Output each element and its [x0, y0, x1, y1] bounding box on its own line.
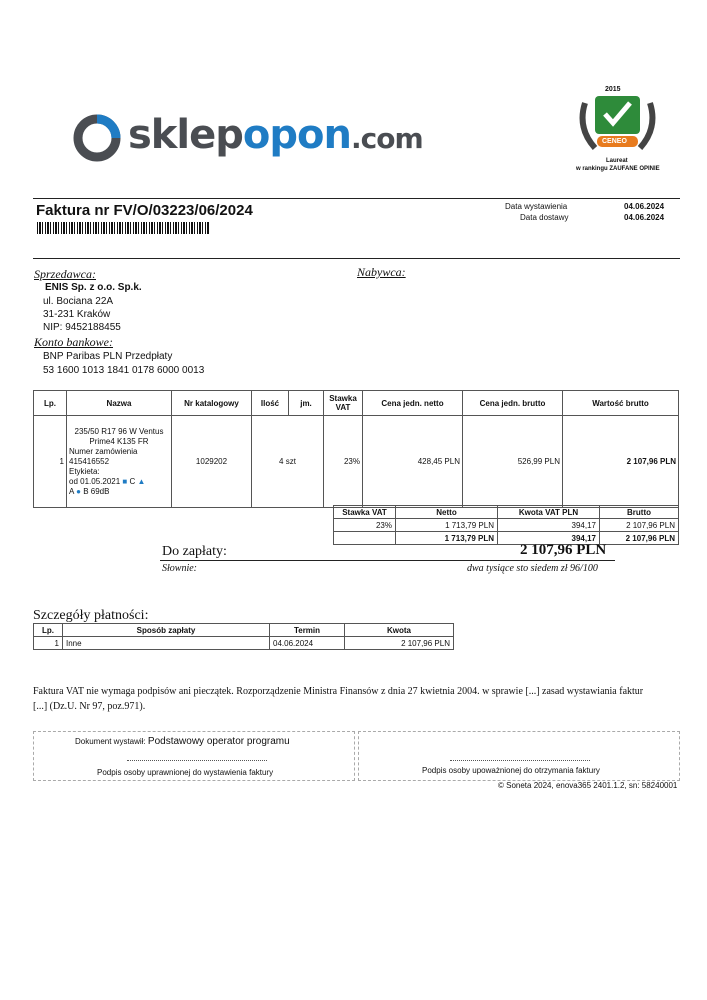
- fuel-pump-icon: ■: [122, 476, 128, 486]
- due-label: Do zapłaty:: [162, 544, 227, 559]
- table-row: 23% 1 713,79 PLN 394,17 2 107,96 PLN: [334, 519, 679, 532]
- items-table: [33, 390, 679, 508]
- badge-line1: Laureat: [606, 158, 628, 164]
- speaker-icon: ●: [76, 486, 81, 496]
- row-net: 428,45 PLN: [363, 416, 463, 508]
- row-gross: 526,99 PLN: [463, 416, 563, 508]
- col-catalog: Nr katalogowy: [172, 391, 252, 416]
- issue-date: 04.06.2024: [624, 202, 665, 211]
- row-catalog: 1029202: [172, 416, 252, 508]
- label-date-row: od 01.05.2021 ■ C ▲: [69, 476, 146, 486]
- vat-summary-table: Stawka VAT Netto Kwota VAT PLN Brutto 23% 1 713,79 PLN 394,17 2 107,96 PLN 1 713,79 PLN 394,17 2 107,96 PLN: [333, 505, 679, 545]
- row-lp: 1: [34, 416, 67, 508]
- col-net: Cena jedn. netto: [363, 391, 463, 416]
- seller-city: 31-231 Kraków: [43, 309, 111, 320]
- seller-name: ENIS Sp. z o.o. Sp.k.: [45, 282, 142, 293]
- ceneo-badge-icon: [575, 88, 660, 158]
- row-qty-unit: 4 szt: [252, 416, 324, 508]
- sign-right-caption: Podpis osoby upoważnionej do otrzymania faktury: [422, 766, 600, 775]
- delivery-date: 04.06.2024: [624, 213, 665, 222]
- brand-logo-text: sklepopon.com: [128, 112, 423, 158]
- col-name: Nazwa: [67, 391, 172, 416]
- legal-note: Faktura VAT nie wymaga podpisów ani pieczątek. Rozporządzenie Ministra Finansów z dnia 27 kwietnia 2004. w sprawie [...] zasad wystawiania faktur [...] (Dz.U. Nr 97, poz.971).: [33, 686, 644, 712]
- col-lp: Lp.: [34, 391, 67, 416]
- due-amount: 2 107,96 PLN: [520, 542, 607, 558]
- bank-label: Konto bankowe:: [34, 335, 113, 349]
- sign-left-line: [127, 760, 267, 761]
- badge-line2: w rankingu ZAUFANE OPINIE: [576, 166, 660, 172]
- invoice-title: Faktura nr FV/O/03223/06/2024: [36, 202, 253, 219]
- words-label: Słownie:: [162, 563, 197, 574]
- table-row: 1 713,79 PLN 394,17 2 107,96 PLN: [334, 532, 679, 545]
- issued-by: Dokument wystawił: Podstawowy operator programu: [75, 736, 290, 747]
- barcode: [37, 222, 210, 234]
- payment-details-table: Lp. Sposób zapłaty Termin Kwota 1 Inne 04.06.2024 2 107,96 PLN: [33, 623, 454, 650]
- seller-nip: NIP: 9452188455: [43, 322, 121, 333]
- software-credit: © Soneta 2024, enova365 2401.1.2, sn: 58240001: [498, 781, 678, 790]
- col-vat: Stawka VAT: [324, 391, 363, 416]
- col-gross: Cena jedn. brutto: [463, 391, 563, 416]
- bank-name: BNP Paribas PLN Przedpłaty: [43, 351, 173, 362]
- col-value: Wartość brutto: [563, 391, 679, 416]
- delivery-date-label: Data dostawy: [520, 213, 569, 222]
- seller-label: Sprzedawca:: [34, 267, 96, 281]
- rain-cloud-icon: ▲: [137, 476, 146, 486]
- row-vat: 23%: [324, 416, 363, 508]
- sign-right-line: [450, 760, 590, 761]
- col-qty: Ilość: [252, 391, 289, 416]
- sign-left-caption: Podpis osoby uprawnionej do wystawienia faktury: [97, 768, 274, 777]
- brand-logo-icon: [70, 112, 124, 164]
- seller-street: ul. Bociana 22A: [43, 296, 114, 307]
- table-row: 1 Inne 04.06.2024 2 107,96 PLN: [34, 637, 454, 650]
- issue-date-label: Data wystawienia: [505, 202, 568, 211]
- row-value: 2 107,96 PLN: [563, 416, 679, 508]
- label-noise-row: A ● B 69dB: [69, 486, 110, 496]
- col-unit: jm.: [289, 391, 324, 416]
- bank-account: 53 1600 1013 1841 0178 6000 0013: [43, 365, 205, 376]
- payment-details-title: Szczegóły płatności:: [33, 608, 149, 623]
- buyer-label: Nabywca:: [357, 265, 406, 279]
- badge-name: CENEO: [602, 138, 627, 145]
- words-value: dwa tysiące sto siedem zł 96/100: [467, 563, 598, 574]
- row-name: 235/50 R17 96 W Ventus Prime4 K135 FR Numer zamówienia 415416552 Etykieta: od 01.05.2021 ■ C ▲ A ● B 69dB: [67, 416, 172, 508]
- table-row: [34, 416, 679, 508]
- badge-year: 2015: [605, 86, 621, 93]
